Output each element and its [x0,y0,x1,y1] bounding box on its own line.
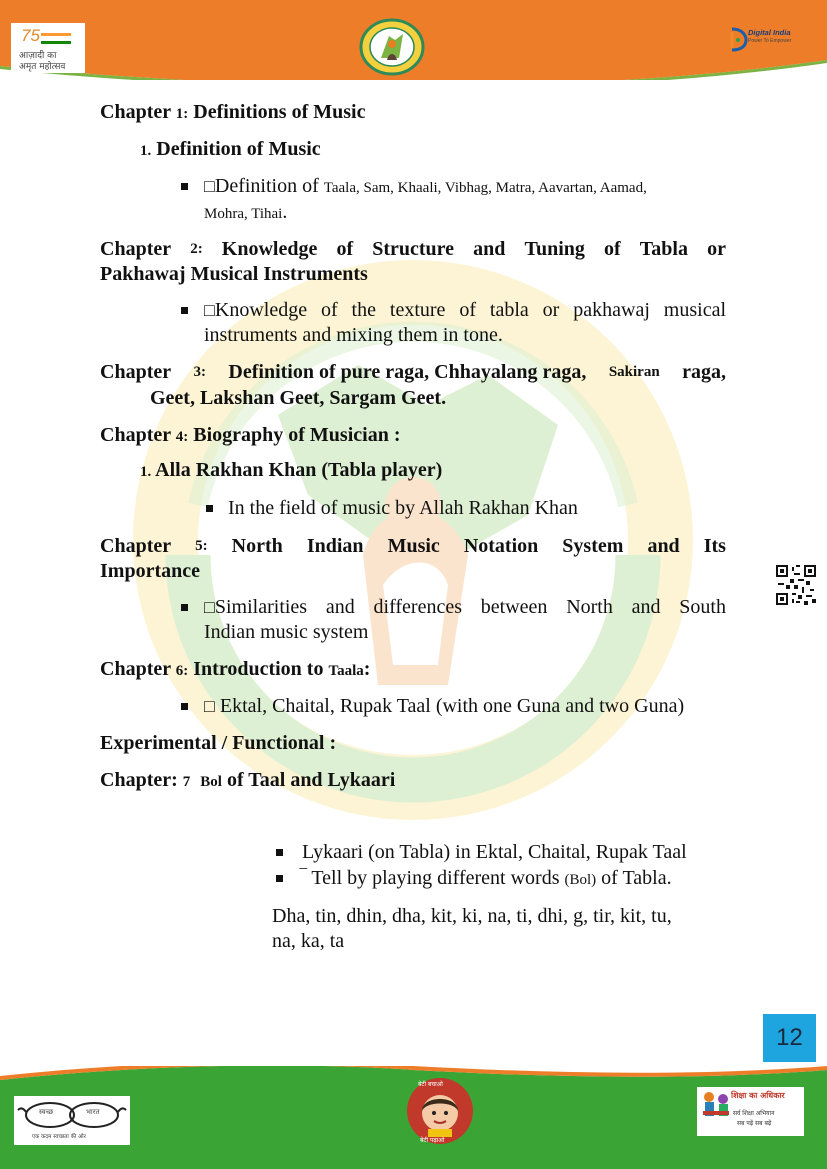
swachh-tagline: एक कदम स्वच्छता की ओर [32,1134,86,1140]
chapter-1-bullet-line1: □Definition of Taala, Sam, Khaali, Vibhag, Matra, Aavartan, Aamad, [204,175,647,197]
qr-code[interactable] [776,565,816,605]
chapter-7-bullet-2: ‾ Tell by playing different words (Bol) of Tabla. [300,867,672,889]
chapter-2-bullet-line1: □ Knowledge of the texture of tabla or pakhawaj musical [204,299,726,321]
swachh-bharat-logo [14,1096,130,1145]
digital-india-icon [728,26,748,52]
chapter-2-title-line2: Pakhawaj Musical Instruments [100,263,368,285]
chapter-2-bullet-line2: instruments and mixing them in tone. [204,324,503,346]
chapter-7-title: Chapter: 7 Bol of Taal and Lykaari [100,769,396,791]
chapter-5-bullet-line2: Indian music system [204,621,369,643]
bullet-icon [181,604,188,611]
chapter-3-title-line1: Chapter 3: Definition of pure raga, Chhayalang raga, Sakiran raga, [100,361,726,383]
chapter-5-title-line1: Chapter 5: North Indian Music Notation System and Its [100,535,726,557]
page-number-badge: 12 [763,1014,816,1062]
digital-india-logo [728,24,796,54]
chapter-5-bullet-line1: □ Similarities and differences between North and South [204,596,726,618]
digital-india-subtitle: Power To Empower [748,38,792,44]
chapter-6-title: Chapter 6: Introduction to Taala: [100,658,371,680]
school-board-emblem [359,18,425,76]
azadi-ka-amrit-mahotsav-logo [11,23,85,73]
bullet-icon [206,505,213,512]
beti-bachao-logo [406,1077,474,1145]
bullet-icon [181,307,188,314]
bharat-text: भारत [86,1108,100,1116]
chapter-3-title-line2: Geet, Lakshan Geet, Sargam Geet. [150,387,447,409]
spectacles-icon [14,1098,130,1132]
azadi-logo-number: 75 [21,26,40,45]
bullet-icon [181,703,188,710]
shiksha-line1: सर्व शिक्षा अभियान [733,1110,775,1117]
chapter-1-bullet-line2: Mohra, Tihai. [204,201,288,223]
azadi-logo-line1: आज़ादी का [19,51,57,61]
azadi-logo-line2: अमृत महोत्सव [19,62,66,72]
shiksha-line2: सब पढ़ें सब बढ़ें [737,1120,772,1127]
bullet-icon [276,875,283,882]
bullet-icon [276,849,283,856]
chapter-6-bullet: □ Ektal, Chaital, Rupak Taal (with one Guna and two Guna) [204,695,685,717]
beti-bachao-bottom-text: बेटी पढ़ाओ [420,1137,445,1144]
shiksha-title: शिक्षा का अधिकार [731,1091,785,1100]
chapter-1-title: Chapter 1: Definitions of Music [100,101,366,123]
chapter-4-bullet: In the field of music by Allah Rakhan Khan [228,497,578,519]
chapter-7-bullet-1: Lykaari (on Tabla) in Ektal, Chaital, Rupak Taal [302,841,687,863]
children-reading-icon [699,1089,733,1123]
digital-india-title: Digital India [748,28,791,37]
chapter-4-title: Chapter 4: Biography of Musician : [100,424,401,446]
experimental-heading: Experimental / Functional : [100,732,337,754]
bullet-icon [181,183,188,190]
chapter-2-title-line1: Chapter 2: Knowledge of Structure and Tuning of Tabla or [100,238,726,260]
chapter-5-title-line2: Importance [100,560,200,582]
bol-list-line1: Dha, tin, dhin, dha, kit, ki, na, ti, dhi, g, tir, kit, tu, [272,905,672,927]
swachh-text: स्वच्छ [39,1108,54,1116]
shiksha-ka-adhikar-logo [697,1087,804,1136]
beti-bachao-top-text: बेटी बचाओ [418,1081,443,1088]
chapter-1-subsection: 1. Definition of Music [140,138,321,160]
bol-list-line2: na, ka, ta [272,930,345,952]
chapter-4-subsection: 1. Alla Rakhan Khan (Tabla player) [140,459,443,481]
